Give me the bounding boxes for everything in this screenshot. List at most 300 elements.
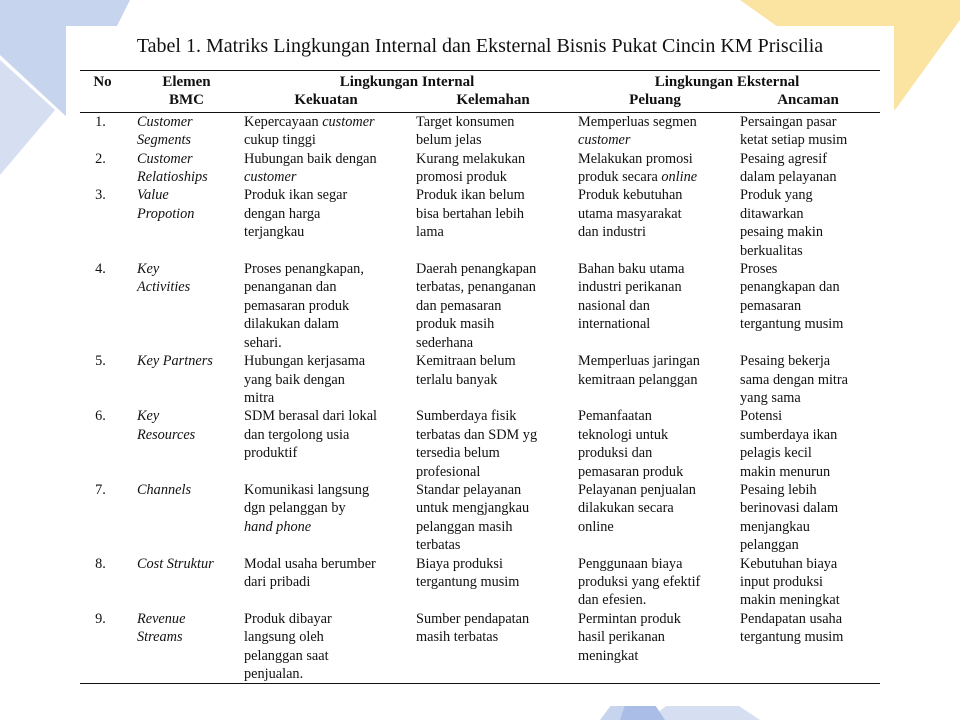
text-run: SDM berasal dari lokal	[244, 408, 378, 425]
kekuatan-cell-line	[244, 555, 406, 573]
text-run: Proses	[740, 261, 778, 278]
kekuatan-cell-line	[244, 647, 406, 665]
peluang-cell	[574, 555, 736, 610]
text-run: Bahan baku utama	[578, 261, 685, 278]
text-run: dan pemasaran	[416, 297, 502, 314]
bmc-element-line: Customer	[137, 113, 193, 130]
text-run: Pesaing agresif	[740, 150, 827, 167]
text-run: Produk ikan segar	[244, 187, 348, 204]
peluang-cell-line	[578, 573, 730, 591]
text-run: produksi dan	[578, 445, 653, 462]
header-no: No	[80, 71, 133, 92]
text-run: Kemitraan belum	[416, 353, 516, 370]
peluang-cell	[574, 260, 736, 352]
kekuatan-cell-line	[244, 610, 406, 628]
kelemahan-cell-line	[416, 481, 568, 499]
bmc-element	[133, 555, 240, 610]
table-row	[80, 555, 880, 610]
kekuatan-cell	[240, 112, 412, 149]
italic-text-run: customer	[244, 169, 297, 186]
kelemahan-cell-line	[416, 426, 568, 444]
ancaman-cell-line	[740, 573, 874, 591]
bmc-element	[133, 112, 240, 149]
text-run: teknologi untuk	[578, 426, 669, 443]
text-run: Proses penangkapan,	[244, 261, 364, 278]
text-run: lama	[416, 224, 444, 241]
text-run: Komunikasi langsung	[244, 481, 370, 498]
text-run: dilakukan dalam	[244, 316, 339, 333]
ancaman-cell-line	[740, 426, 874, 444]
kelemahan-cell	[412, 150, 574, 187]
bmc-element-line: Relatioships	[137, 169, 208, 186]
text-run: Pemanfaatan	[578, 408, 652, 425]
bmc-element-line: Channels	[137, 481, 192, 498]
peluang-cell-line	[578, 131, 730, 149]
text-run: Pesaing lebih	[740, 481, 817, 498]
text-run: Pelayanan penjualan	[578, 481, 696, 498]
kelemahan-cell	[412, 186, 574, 260]
text-run: berkualitas	[740, 242, 803, 259]
kekuatan-cell-line	[244, 628, 406, 646]
ancaman-cell-line	[740, 518, 874, 536]
bmc-element-line: Cost Struktur	[137, 555, 214, 572]
kekuatan-cell-line	[244, 315, 406, 333]
text-run: pesaing makin	[740, 224, 823, 241]
text-run: yang sama	[740, 389, 801, 406]
kelemahan-cell-line	[416, 352, 568, 370]
text-run: meningkat	[578, 647, 639, 664]
text-run: Daerah penangkapan	[416, 261, 537, 278]
text-run: untuk mengjangkau	[416, 500, 530, 517]
peluang-cell-line	[578, 371, 730, 389]
text-run: pelanggan saat	[244, 647, 329, 664]
kelemahan-cell-line	[416, 260, 568, 278]
italic-text-run: customer	[578, 132, 631, 149]
kekuatan-cell-line	[244, 260, 406, 278]
kelemahan-cell	[412, 555, 574, 610]
ancaman-cell	[736, 150, 880, 187]
ancaman-cell-line	[740, 205, 874, 223]
row-number: 3.	[95, 187, 106, 204]
peluang-cell	[574, 407, 736, 481]
kekuatan-cell-line	[244, 223, 406, 241]
ancaman-cell	[736, 112, 880, 149]
ancaman-cell-line	[740, 352, 874, 370]
text-run: Melakukan promosi	[578, 150, 693, 167]
row-number: 2.	[95, 150, 106, 167]
text-run: Sumberdaya fisik	[416, 408, 517, 425]
text-run: Produk ikan belum	[416, 187, 525, 204]
text-run: produk secara	[578, 169, 662, 186]
peluang-cell-line	[578, 297, 730, 315]
table-row	[80, 112, 880, 149]
ancaman-cell	[736, 407, 880, 481]
kelemahan-cell-line	[416, 334, 568, 352]
header-elemen: Elemen	[133, 71, 240, 92]
text-run: dan efesien.	[578, 592, 647, 609]
ancaman-cell-line	[740, 260, 874, 278]
row-number: 6.	[95, 408, 106, 425]
table-row	[80, 481, 880, 555]
ancaman-cell-line	[740, 610, 874, 628]
text-run: pemasaran produk	[578, 463, 684, 480]
text-run: Memperluas jaringan	[578, 353, 700, 370]
bmc-element-line: Resources	[137, 426, 196, 443]
text-run: tersedia belum	[416, 445, 500, 462]
peluang-cell-line	[578, 426, 730, 444]
ancaman-cell-line	[740, 444, 874, 462]
kelemahan-cell-line	[416, 150, 568, 168]
ancaman-cell-line	[740, 481, 874, 499]
bmc-element	[133, 260, 240, 352]
ancaman-cell	[736, 260, 880, 352]
kelemahan-cell-line	[416, 628, 568, 646]
text-run: masih terbatas	[416, 629, 499, 646]
text-run: terjangkau	[244, 224, 305, 241]
kelemahan-cell-line	[416, 168, 568, 186]
text-run: Potensi	[740, 408, 783, 425]
text-run: Persaingan pasar	[740, 113, 837, 130]
kelemahan-cell-line	[416, 407, 568, 425]
bmc-element-line: Activities	[137, 279, 191, 296]
text-run: hasil perikanan	[578, 629, 665, 646]
text-run: dilakukan secara	[578, 500, 674, 517]
peluang-cell-line	[578, 113, 730, 131]
text-run: pelagis kecil	[740, 445, 812, 462]
ancaman-cell-line	[740, 242, 874, 260]
bmc-element-line: Streams	[137, 629, 183, 646]
text-run: Penggunaan biaya	[578, 555, 683, 572]
bmc-element-line: Value	[137, 187, 169, 204]
kelemahan-cell-line	[416, 297, 568, 315]
text-run: Produk dibayar	[244, 610, 332, 627]
header-internal: Lingkungan Internal	[240, 71, 574, 92]
kekuatan-cell-line	[244, 205, 406, 223]
bmc-element	[133, 186, 240, 260]
text-run: tergantung musim	[740, 629, 844, 646]
ancaman-cell-line	[740, 278, 874, 296]
text-run: produktif	[244, 445, 298, 462]
text-run: pelanggan	[740, 537, 799, 554]
kekuatan-cell	[240, 407, 412, 481]
kelemahan-cell-line	[416, 371, 568, 389]
ancaman-cell	[736, 481, 880, 555]
text-run: terbatas, penanganan	[416, 279, 536, 296]
bmc-element-line: Customer	[137, 150, 193, 167]
text-run: Standar pelayanan	[416, 481, 522, 498]
text-run: international	[578, 316, 651, 333]
peluang-cell-line	[578, 168, 730, 186]
header-peluang: Peluang	[574, 91, 736, 112]
ancaman-cell-line	[740, 463, 874, 481]
bmc-element-line: Segments	[137, 132, 191, 149]
peluang-cell-line	[578, 499, 730, 517]
text-run: Pesaing bekerja	[740, 353, 831, 370]
text-run: belum jelas	[416, 132, 482, 149]
text-run: sama dengan mitra	[740, 371, 848, 388]
row-number: 4.	[95, 261, 106, 278]
peluang-cell-line	[578, 186, 730, 204]
ancaman-cell	[736, 352, 880, 407]
kelemahan-cell-line	[416, 186, 568, 204]
peluang-cell-line	[578, 407, 730, 425]
kekuatan-cell	[240, 555, 412, 610]
peluang-cell-line	[578, 150, 730, 168]
kekuatan-cell-line	[244, 407, 406, 425]
kekuatan-cell-line	[244, 426, 406, 444]
peluang-cell	[574, 610, 736, 684]
text-run: Kurang melakukan	[416, 150, 526, 167]
kekuatan-cell-line	[244, 352, 406, 370]
text-run: Target konsumen	[416, 113, 515, 130]
kelemahan-cell-line	[416, 573, 568, 591]
text-run: utama masyarakat	[578, 205, 682, 222]
text-run: Biaya produksi	[416, 555, 503, 572]
text-run: Pendapatan usaha	[740, 610, 843, 627]
bmc-element	[133, 610, 240, 684]
ancaman-cell	[736, 610, 880, 684]
table-body	[80, 112, 880, 684]
peluang-cell	[574, 481, 736, 555]
italic-text-run: online	[661, 169, 698, 186]
peluang-cell-line	[578, 518, 730, 536]
bmc-element	[133, 150, 240, 187]
text-run: sederhana	[416, 334, 474, 351]
table-header	[80, 71, 880, 113]
header-kekuatan: Kekuatan	[240, 91, 412, 112]
ancaman-cell-line	[740, 150, 874, 168]
row-number: 1.	[95, 113, 106, 130]
text-run: yang baik dengan	[244, 371, 345, 388]
peluang-cell-line	[578, 463, 730, 481]
text-run: berinovasi dalam	[740, 500, 839, 517]
text-run: tergantung musim	[740, 316, 844, 333]
text-run: industri perikanan	[578, 279, 682, 296]
kekuatan-cell	[240, 186, 412, 260]
text-run: terlalu banyak	[416, 371, 498, 388]
header-ancaman: Ancaman	[736, 91, 880, 112]
text-run: sumberdaya ikan	[740, 426, 838, 443]
kelemahan-cell-line	[416, 131, 568, 149]
kelemahan-cell-line	[416, 113, 568, 131]
table-row	[80, 260, 880, 352]
kekuatan-cell-line	[244, 334, 406, 352]
bmc-element	[133, 352, 240, 407]
text-run: pemasaran produk	[244, 297, 350, 314]
peluang-cell-line	[578, 278, 730, 296]
bmc-element-line: Propotion	[137, 205, 195, 222]
kelemahan-cell-line	[416, 205, 568, 223]
ancaman-cell-line	[740, 223, 874, 241]
kelemahan-cell-line	[416, 444, 568, 462]
kekuatan-cell-line	[244, 665, 406, 683]
kekuatan-cell-line	[244, 444, 406, 462]
ancaman-cell-line	[740, 591, 874, 609]
kekuatan-cell-line	[244, 389, 406, 407]
text-run: Sumber pendapatan	[416, 610, 530, 627]
kelemahan-cell-line	[416, 610, 568, 628]
kelemahan-cell-line	[416, 536, 568, 554]
kekuatan-cell-line	[244, 481, 406, 499]
kelemahan-cell-line	[416, 555, 568, 573]
text-run: Kepercayaan	[244, 113, 323, 130]
text-run: kemitraan pelanggan	[578, 371, 698, 388]
peluang-cell-line	[578, 647, 730, 665]
table-row	[80, 186, 880, 260]
ancaman-cell-line	[740, 371, 874, 389]
kekuatan-cell	[240, 352, 412, 407]
peluang-cell-line	[578, 315, 730, 333]
text-run: Memperluas segmen	[578, 113, 697, 130]
bmc-element-line: Revenue	[137, 610, 186, 627]
table-row	[80, 352, 880, 407]
table-row	[80, 610, 880, 684]
kelemahan-cell	[412, 260, 574, 352]
table-row	[80, 407, 880, 481]
peluang-cell	[574, 186, 736, 260]
text-run: terbatas	[416, 537, 461, 554]
bmc-element-line: Key	[137, 261, 160, 278]
kelemahan-cell	[412, 112, 574, 149]
ancaman-cell-line	[740, 555, 874, 573]
text-run: Produk kebutuhan	[578, 187, 683, 204]
bmc-element-line: Key	[137, 408, 160, 425]
kelemahan-cell	[412, 610, 574, 684]
peluang-cell-line	[578, 628, 730, 646]
kelemahan-cell-line	[416, 278, 568, 296]
text-run: ketat setiap musim	[740, 132, 848, 149]
peluang-cell-line	[578, 444, 730, 462]
ancaman-cell-line	[740, 536, 874, 554]
peluang-cell-line	[578, 260, 730, 278]
kelemahan-cell-line	[416, 223, 568, 241]
header-bmc: BMC	[133, 91, 240, 112]
text-run: dan industri	[578, 224, 646, 241]
ancaman-cell-line	[740, 297, 874, 315]
kelemahan-cell-line	[416, 499, 568, 517]
text-run: dan tergolong usia	[244, 426, 350, 443]
kelemahan-cell-line	[416, 315, 568, 333]
ancaman-cell-line	[740, 407, 874, 425]
bmc-element-line: Key Partners	[137, 353, 213, 370]
kekuatan-cell-line	[244, 278, 406, 296]
text-run: pemasaran	[740, 297, 802, 314]
text-run: input produksi	[740, 573, 824, 590]
text-run: Kebutuhan biaya	[740, 555, 838, 572]
kekuatan-cell-line	[244, 150, 406, 168]
text-run: dalam pelayanan	[740, 169, 837, 186]
text-run: online	[578, 518, 614, 535]
row-number: 5.	[95, 353, 106, 370]
ancaman-cell	[736, 186, 880, 260]
kekuatan-cell-line	[244, 168, 406, 186]
table-row	[80, 150, 880, 187]
italic-text-run: hand phone	[244, 518, 312, 535]
text-run: profesional	[416, 463, 481, 480]
kekuatan-cell-line	[244, 518, 406, 536]
text-run: Modal usaha berumber	[244, 555, 376, 572]
kekuatan-cell-line	[244, 297, 406, 315]
text-run: langsung oleh	[244, 629, 324, 646]
kelemahan-cell-line	[416, 518, 568, 536]
kelemahan-cell	[412, 407, 574, 481]
text-run: Hubungan baik dengan	[244, 150, 377, 167]
text-run: dengan harga	[244, 205, 321, 222]
table-title: Tabel 1. Matriks Lingkungan Internal dan Eksternal Bisnis Pukat Cincin KM Priscilia	[136, 35, 824, 57]
peluang-cell-line	[578, 223, 730, 241]
text-run: promosi produk	[416, 169, 507, 186]
ancaman-cell-line	[740, 131, 874, 149]
bmc-element	[133, 407, 240, 481]
kekuatan-cell	[240, 260, 412, 352]
ancaman-cell-line	[740, 186, 874, 204]
peluang-cell-line	[578, 555, 730, 573]
row-number: 9.	[80, 610, 133, 684]
text-run: menjangkau	[740, 518, 810, 535]
text-run: penjualan.	[244, 666, 304, 682]
peluang-cell-line	[578, 481, 730, 499]
ancaman-cell-line	[740, 113, 874, 131]
text-run: dari pribadi	[244, 573, 311, 590]
kekuatan-cell-line	[244, 573, 406, 591]
bmc-element	[133, 481, 240, 555]
text-run: makin meningkat	[740, 592, 840, 609]
text-run: bisa bertahan lebih	[416, 205, 524, 222]
text-run: Permintan produk	[578, 610, 681, 627]
ancaman-cell-line	[740, 389, 874, 407]
kekuatan-cell	[240, 610, 412, 684]
kelemahan-cell-line	[416, 463, 568, 481]
peluang-cell	[574, 150, 736, 187]
ancaman-cell-line	[740, 315, 874, 333]
kekuatan-cell-line	[244, 371, 406, 389]
text-run: produk masih	[416, 316, 495, 333]
italic-text-run: customer	[322, 113, 375, 130]
header-kelemahan: Kelemahan	[412, 91, 574, 112]
text-run: terbatas dan SDM yg	[416, 426, 538, 443]
kekuatan-cell-line	[244, 499, 406, 517]
text-run: makin menurun	[740, 463, 831, 480]
kekuatan-cell-line	[244, 131, 406, 149]
text-run: dgn pelanggan by	[244, 500, 346, 517]
header-eksternal: Lingkungan Eksternal	[574, 71, 880, 92]
peluang-cell-line	[578, 591, 730, 609]
text-run: penangkapan dan	[740, 279, 840, 296]
text-run: mitra	[244, 389, 275, 406]
text-run: pelanggan masih	[416, 518, 513, 535]
text-run: cukup tinggi	[244, 132, 316, 149]
peluang-cell	[574, 352, 736, 407]
text-run: Produk yang	[740, 187, 813, 204]
ancaman-cell-line	[740, 499, 874, 517]
peluang-cell-line	[578, 205, 730, 223]
text-run: tergantung musim	[416, 573, 520, 590]
text-run: nasional dan	[578, 297, 650, 314]
ancaman-cell-line	[740, 168, 874, 186]
kelemahan-cell	[412, 481, 574, 555]
peluang-cell-line	[578, 610, 730, 628]
text-run: produksi yang efektif	[578, 573, 701, 590]
peluang-cell-line	[578, 352, 730, 370]
kekuatan-cell	[240, 150, 412, 187]
ancaman-cell-line	[740, 628, 874, 646]
row-number: 8.	[95, 555, 106, 572]
kekuatan-cell-line	[244, 186, 406, 204]
text-run: penanganan dan	[244, 279, 337, 296]
text-run: ditawarkan	[740, 205, 804, 222]
text-run: Hubungan kerjasama	[244, 353, 366, 370]
row-number: 7.	[95, 481, 106, 498]
